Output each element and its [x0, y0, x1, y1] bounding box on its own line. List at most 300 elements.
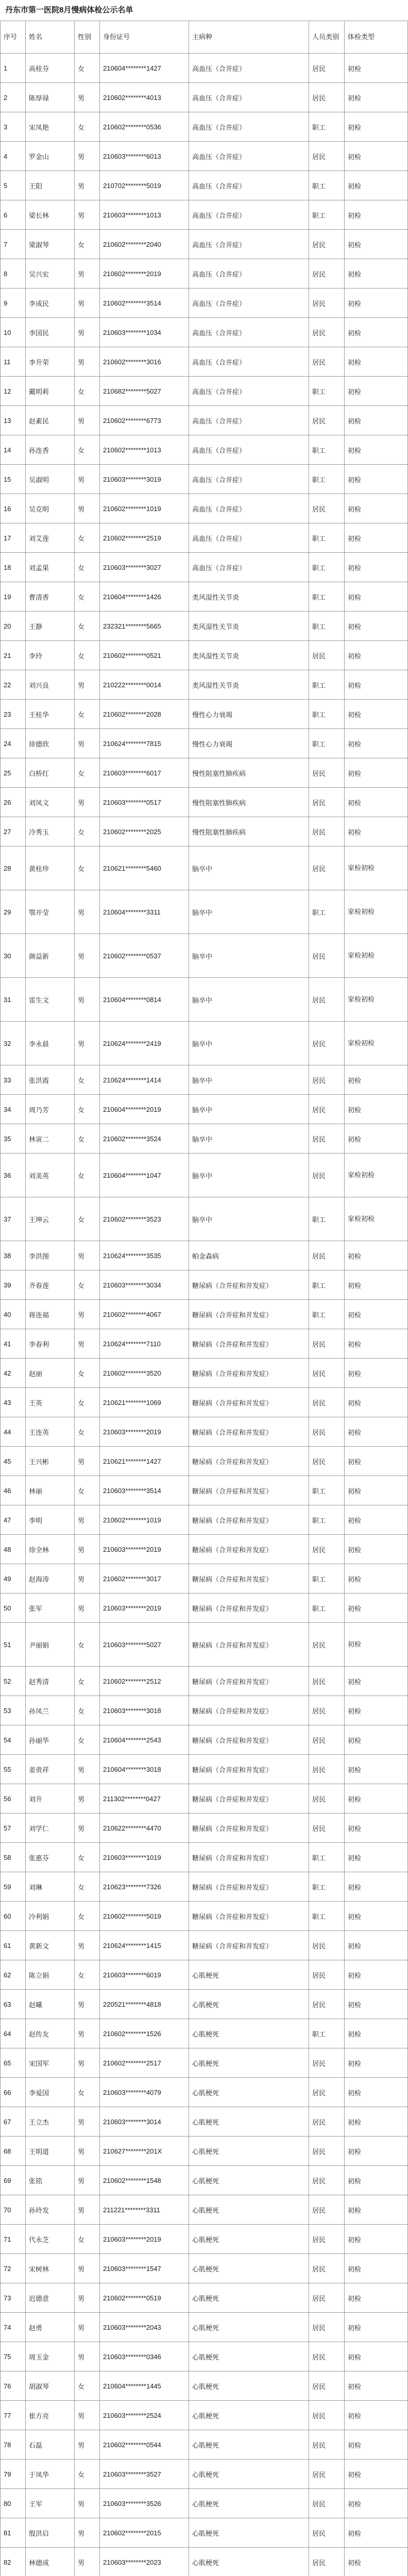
cell-category: 居民 [309, 2460, 345, 2489]
cell-name: 陈厚禄 [26, 83, 75, 112]
cell-no: 43 [1, 1388, 26, 1417]
cell-exam-type: 初检 [345, 171, 408, 200]
table-row [1, 2313, 408, 2342]
cell-id-number: 210602********2040 [100, 230, 189, 259]
cell-sex: 男 [75, 2107, 100, 2137]
cell-disease: 心肌梗死 [189, 2313, 309, 2342]
cell-category: 居民 [309, 2166, 345, 2195]
cell-category: 居民 [309, 406, 345, 435]
table-row [1, 1725, 408, 1755]
cell-no: 37 [1, 1197, 26, 1241]
cell-category: 居民 [309, 641, 345, 670]
table-row [1, 1784, 408, 1814]
table-row [1, 2518, 408, 2548]
cell-no: 52 [1, 1667, 26, 1696]
cell-disease: 高血压（合并症） [189, 347, 309, 377]
cell-category: 职工 [309, 582, 345, 612]
cell-category: 居民 [309, 2137, 345, 2166]
cell-disease: 脑卒中 [189, 1022, 309, 1065]
table-row [1, 2460, 408, 2489]
cell-name: 戴明莉 [26, 377, 75, 406]
cell-name: 李爱国 [26, 2078, 75, 2107]
cell-disease: 心肌梗死 [189, 2401, 309, 2430]
cell-exam-type: 初检 [345, 1476, 408, 1505]
cell-sex: 男 [75, 934, 100, 978]
cell-sex: 女 [75, 1124, 100, 1154]
cell-name: 孙连香 [26, 435, 75, 465]
cell-exam-type: 初检 [345, 1270, 408, 1300]
cell-no: 51 [1, 1623, 26, 1667]
cell-exam-type: 初检 [345, 2371, 408, 2401]
header-exam-type: 体检类型 [345, 21, 408, 54]
cell-exam-type: 初检 [345, 2137, 408, 2166]
cell-exam-type: 初检 [345, 1124, 408, 1154]
cell-category: 职工 [309, 553, 345, 582]
cell-id-number: 210624********1415 [100, 1931, 189, 1960]
cell-sex: 男 [75, 142, 100, 171]
cell-id-number: 210602********3520 [100, 1359, 189, 1388]
cell-name: 孙凤兰 [26, 1696, 75, 1725]
cell-sex: 男 [75, 200, 100, 230]
cell-id-number: 210602********4067 [100, 1300, 189, 1329]
cell-disease: 心肌梗死 [189, 2548, 309, 2576]
cell-no: 8 [1, 259, 26, 289]
cell-category: 居民 [309, 1124, 345, 1154]
cell-exam-type: 家检初检 [345, 890, 408, 934]
cell-name: 王明道 [26, 2137, 75, 2166]
cell-exam-type: 初检 [345, 259, 408, 289]
cell-sex: 女 [75, 1902, 100, 1931]
cell-no: 35 [1, 1124, 26, 1154]
cell-disease: 糖尿病（合并症和并发症） [189, 1814, 309, 1843]
cell-sex: 男 [75, 1241, 100, 1270]
cell-exam-type: 初检 [345, 1095, 408, 1124]
cell-sex: 男 [75, 1329, 100, 1359]
table-row [1, 406, 408, 435]
cell-exam-type: 初检 [345, 2489, 408, 2518]
cell-sex: 男 [75, 1990, 100, 2019]
cell-id-number: 210602********3523 [100, 1197, 189, 1241]
cell-exam-type: 初检 [345, 1784, 408, 1814]
table-row [1, 54, 408, 83]
cell-id-number: 210603********1547 [100, 2254, 189, 2283]
cell-sex: 男 [75, 1814, 100, 1843]
cell-exam-type: 初检 [345, 1564, 408, 1594]
cell-no: 79 [1, 2460, 26, 2489]
table-row [1, 670, 408, 700]
table-row [1, 758, 408, 788]
table-row [1, 2430, 408, 2460]
cell-disease: 高血压（合并症） [189, 142, 309, 171]
cell-id-number: 210603********6017 [100, 758, 189, 788]
cell-name: 尹丽娟 [26, 1623, 75, 1667]
cell-exam-type: 初检 [345, 700, 408, 729]
cell-id-number: 210602********1019 [100, 1505, 189, 1535]
cell-name: 孙玲发 [26, 2195, 75, 2225]
cell-no: 39 [1, 1270, 26, 1300]
cell-exam-type: 初检 [345, 2048, 408, 2078]
cell-disease: 脑卒中 [189, 846, 309, 890]
cell-id-number: 210624********7110 [100, 1329, 189, 1359]
cell-id-number: 210602********1013 [100, 435, 189, 465]
cell-sex: 女 [75, 230, 100, 259]
cell-disease: 高血压（合并症） [189, 553, 309, 582]
cell-name: 于凤华 [26, 2460, 75, 2489]
cell-disease: 脑卒中 [189, 978, 309, 1022]
cell-exam-type: 初检 [345, 2401, 408, 2430]
cell-no: 16 [1, 494, 26, 523]
table-row [1, 1124, 408, 1154]
cell-id-number: 210603********2023 [100, 2548, 189, 2576]
cell-disease: 糖尿病（合并症和并发症） [189, 1843, 309, 1872]
cell-name: 黄桂珍 [26, 846, 75, 890]
cell-disease: 脑卒中 [189, 890, 309, 934]
cell-no: 10 [1, 318, 26, 347]
cell-name: 陈立娟 [26, 1960, 75, 1990]
cell-no: 14 [1, 435, 26, 465]
header-no: 序号 [1, 21, 26, 54]
cell-sex: 女 [75, 582, 100, 612]
cell-name: 孙丽华 [26, 1725, 75, 1755]
cell-sex: 女 [75, 1270, 100, 1300]
cell-id-number: 210603********2524 [100, 2401, 189, 2430]
cell-sex: 女 [75, 612, 100, 641]
cell-id-number: 210603********0346 [100, 2342, 189, 2371]
cell-name: 颜益新 [26, 934, 75, 978]
cell-no: 76 [1, 2371, 26, 2401]
cell-exam-type: 初检 [345, 83, 408, 112]
cell-id-number: 210603********5027 [100, 1623, 189, 1667]
cell-name: 崔方亮 [26, 2401, 75, 2430]
cell-category: 职工 [309, 1872, 345, 1902]
cell-id-number: 210603********3014 [100, 2107, 189, 2137]
cell-category: 居民 [309, 2225, 345, 2254]
cell-no: 30 [1, 934, 26, 978]
cell-disease: 心肌梗死 [189, 2254, 309, 2283]
cell-disease: 脑卒中 [189, 1065, 309, 1095]
cell-exam-type: 初检 [345, 2460, 408, 2489]
cell-sex: 男 [75, 259, 100, 289]
cell-no: 1 [1, 54, 26, 83]
table-row [1, 1843, 408, 1872]
cell-sex: 女 [75, 1725, 100, 1755]
cell-id-number: 210602********4013 [100, 83, 189, 112]
cell-sex: 男 [75, 2430, 100, 2460]
cell-sex: 男 [75, 2283, 100, 2313]
cell-exam-type: 初检 [345, 2548, 408, 2576]
table-row [1, 1814, 408, 1843]
cell-exam-type: 初检 [345, 1359, 408, 1388]
cell-name: 姜贵祥 [26, 1755, 75, 1784]
cell-sex: 女 [75, 817, 100, 846]
cell-exam-type: 初检 [345, 612, 408, 641]
cell-sex: 男 [75, 465, 100, 494]
cell-name: 蒋连福 [26, 1300, 75, 1329]
cell-exam-type: 初检 [345, 1872, 408, 1902]
cell-sex: 女 [75, 641, 100, 670]
cell-category: 居民 [309, 259, 345, 289]
cell-sex: 男 [75, 2019, 100, 2048]
cell-exam-type: 初检 [345, 2430, 408, 2460]
cell-category: 职工 [309, 200, 345, 230]
cell-category: 居民 [309, 1990, 345, 2019]
table-row [1, 2283, 408, 2313]
cell-no: 29 [1, 890, 26, 934]
cell-id-number: 210621********1069 [100, 1388, 189, 1417]
cell-disease: 心肌梗死 [189, 2225, 309, 2254]
cell-id-number: 220521********4818 [100, 1990, 189, 2019]
cell-id-number: 210602********0519 [100, 2283, 189, 2313]
cell-no: 69 [1, 2166, 26, 2195]
cell-sex: 女 [75, 1872, 100, 1902]
cell-name: 赵秀清 [26, 1667, 75, 1696]
cell-sex: 男 [75, 1535, 100, 1564]
cell-disease: 慢性心力衰竭 [189, 700, 309, 729]
cell-disease: 高血压（合并症） [189, 230, 309, 259]
table-row [1, 1872, 408, 1902]
table-row [1, 1476, 408, 1505]
cell-exam-type: 初检 [345, 2518, 408, 2548]
table-body [1, 54, 408, 2576]
table-row [1, 1505, 408, 1535]
cell-no: 27 [1, 817, 26, 846]
cell-id-number: 210603********3018 [100, 1696, 189, 1725]
cell-name: 刘琳 [26, 1872, 75, 1902]
cell-id-number: 210603********1019 [100, 1843, 189, 1872]
cell-disease: 脑卒中 [189, 1154, 309, 1197]
cell-no: 17 [1, 523, 26, 553]
cell-id-number: 210602********1019 [100, 494, 189, 523]
cell-disease: 糖尿病（合并症和并发症） [189, 1417, 309, 1447]
cell-name: 石磊 [26, 2430, 75, 2460]
cell-no: 50 [1, 1594, 26, 1623]
cell-exam-type: 初检 [345, 1300, 408, 1329]
table-row [1, 259, 408, 289]
cell-no: 47 [1, 1505, 26, 1535]
table-row [1, 612, 408, 641]
cell-sex: 男 [75, 171, 100, 200]
cell-no: 21 [1, 641, 26, 670]
cell-sex: 女 [75, 1197, 100, 1241]
cell-category: 居民 [309, 1696, 345, 1725]
cell-id-number: 210602********1526 [100, 2019, 189, 2048]
cell-no: 63 [1, 1990, 26, 2019]
cell-id-number: 210604********1445 [100, 2371, 189, 2401]
cell-disease: 心肌梗死 [189, 2107, 309, 2137]
cell-disease: 心肌梗死 [189, 2137, 309, 2166]
table-row [1, 2371, 408, 2401]
cell-id-number: 210602********2019 [100, 259, 189, 289]
cell-exam-type: 家检初检 [345, 934, 408, 978]
cell-no: 33 [1, 1065, 26, 1095]
cell-sex: 女 [75, 1417, 100, 1447]
cell-name: 吴兴宏 [26, 259, 75, 289]
cell-id-number: 232321********5665 [100, 612, 189, 641]
cell-sex: 男 [75, 1784, 100, 1814]
cell-name: 刘美英 [26, 1154, 75, 1197]
cell-disease: 脑卒中 [189, 1095, 309, 1124]
cell-no: 24 [1, 729, 26, 758]
cell-name: 梁长林 [26, 200, 75, 230]
cell-sex: 男 [75, 494, 100, 523]
cell-name: 李国民 [26, 318, 75, 347]
cell-name: 李春利 [26, 1329, 75, 1359]
cell-exam-type: 初检 [345, 289, 408, 318]
cell-category: 居民 [309, 788, 345, 817]
cell-disease: 高血压（合并症） [189, 259, 309, 289]
cell-no: 41 [1, 1329, 26, 1359]
cell-exam-type: 家检初检 [345, 1154, 408, 1197]
cell-id-number: 210603********3514 [100, 1476, 189, 1505]
cell-sex: 男 [75, 890, 100, 934]
cell-disease: 心肌梗死 [189, 2048, 309, 2078]
cell-no: 80 [1, 2489, 26, 2518]
cell-disease: 心肌梗死 [189, 2019, 309, 2048]
cell-sex: 男 [75, 2254, 100, 2283]
cell-no: 53 [1, 1696, 26, 1725]
table-row [1, 700, 408, 729]
cell-name: 曹清香 [26, 582, 75, 612]
table-row [1, 1564, 408, 1594]
cell-no: 34 [1, 1095, 26, 1124]
cell-category: 居民 [309, 2195, 345, 2225]
table-row [1, 230, 408, 259]
cell-name: 王阳 [26, 171, 75, 200]
cell-id-number: 210702********5019 [100, 171, 189, 200]
cell-disease: 心肌梗死 [189, 1990, 309, 2019]
table-header-row [1, 21, 408, 54]
cell-id-number: 210603********3027 [100, 553, 189, 582]
cell-disease: 心肌梗死 [189, 2489, 309, 2518]
cell-category: 居民 [309, 289, 345, 318]
table-row [1, 788, 408, 817]
cell-disease: 糖尿病（合并症和并发症） [189, 1476, 309, 1505]
cell-no: 11 [1, 347, 26, 377]
cell-disease: 糖尿病（合并症和并发症） [189, 1755, 309, 1784]
cell-id-number: 210602********2517 [100, 2048, 189, 2078]
cell-no: 31 [1, 978, 26, 1022]
cell-category: 居民 [309, 1535, 345, 1564]
cell-disease: 类风湿性关节炎 [189, 670, 309, 700]
cell-name: 吴淑明 [26, 465, 75, 494]
cell-sex: 女 [75, 1843, 100, 1872]
cell-disease: 类风湿性关节炎 [189, 582, 309, 612]
cell-category: 居民 [309, 2548, 345, 2576]
table-row [1, 2225, 408, 2254]
cell-exam-type: 初检 [345, 2313, 408, 2342]
cell-id-number: 210604********3311 [100, 890, 189, 934]
cell-name: 王坤云 [26, 1197, 75, 1241]
cell-name: 高桂芬 [26, 54, 75, 83]
cell-disease: 心肌梗死 [189, 2166, 309, 2195]
cell-disease: 糖尿病（合并症和并发症） [189, 1696, 309, 1725]
cell-category: 居民 [309, 1329, 345, 1359]
cell-sex: 男 [75, 788, 100, 817]
cell-category: 职工 [309, 1902, 345, 1931]
cell-exam-type: 家检初检 [345, 978, 408, 1022]
cell-id-number: 210621********5460 [100, 846, 189, 890]
cell-disease: 糖尿病（合并症和并发症） [189, 1300, 309, 1329]
table-row [1, 1960, 408, 1990]
cell-sex: 男 [75, 2489, 100, 2518]
table-row [1, 2548, 408, 2576]
cell-id-number: 210604********1426 [100, 582, 189, 612]
cell-name: 王桂华 [26, 700, 75, 729]
cell-category: 居民 [309, 1241, 345, 1270]
table-row [1, 1388, 408, 1417]
table-row [1, 1065, 408, 1095]
cell-sex: 女 [75, 2078, 100, 2107]
cell-exam-type: 初检 [345, 788, 408, 817]
cell-sex: 男 [75, 1022, 100, 1065]
cell-no: 70 [1, 2195, 26, 2225]
cell-disease: 高血压（合并症） [189, 318, 309, 347]
table-row [1, 890, 408, 934]
table-row [1, 1095, 408, 1124]
cell-sex: 女 [75, 1696, 100, 1725]
table-row [1, 1447, 408, 1476]
cell-category: 职工 [309, 1843, 345, 1872]
cell-sex: 女 [75, 758, 100, 788]
cell-category: 居民 [309, 54, 345, 83]
cell-exam-type: 初检 [345, 1931, 408, 1960]
table-row [1, 112, 408, 142]
cell-name: 张铭 [26, 2166, 75, 2195]
cell-exam-type: 初检 [345, 553, 408, 582]
cell-id-number: 210602********2015 [100, 2518, 189, 2548]
cell-id-number: 210602********2519 [100, 523, 189, 553]
cell-no: 72 [1, 2254, 26, 2283]
cell-id-number: 210627********201X [100, 2137, 189, 2166]
cell-sex: 女 [75, 377, 100, 406]
cell-disease: 高血压（合并症） [189, 54, 309, 83]
cell-no: 18 [1, 553, 26, 582]
cell-sex: 男 [75, 1564, 100, 1594]
cell-sex: 女 [75, 1623, 100, 1667]
cell-name: 赵勇 [26, 2313, 75, 2342]
cell-category: 职工 [309, 465, 345, 494]
cell-no: 62 [1, 1960, 26, 1990]
cell-sex: 男 [75, 2195, 100, 2225]
cell-no: 73 [1, 2283, 26, 2313]
cell-id-number: 210603********3019 [100, 465, 189, 494]
cell-no: 59 [1, 1872, 26, 1902]
cell-sex: 男 [75, 670, 100, 700]
cell-no: 64 [1, 2019, 26, 2048]
cell-no: 45 [1, 1447, 26, 1476]
cell-no: 9 [1, 289, 26, 318]
cell-exam-type: 初检 [345, 729, 408, 758]
cell-id-number: 210602********0521 [100, 641, 189, 670]
cell-disease: 心肌梗死 [189, 2371, 309, 2401]
cell-sex: 男 [75, 2313, 100, 2342]
cell-name: 赵素民 [26, 406, 75, 435]
cell-disease: 高血压（合并症） [189, 289, 309, 318]
cell-id-number: 210603********2019 [100, 2225, 189, 2254]
cell-id-number: 210603********3527 [100, 2460, 189, 2489]
cell-name: 王立杰 [26, 2107, 75, 2137]
cell-name: 冷利娟 [26, 1902, 75, 1931]
table-row [1, 83, 408, 112]
cell-exam-type: 初检 [345, 2019, 408, 2048]
cell-name: 王英 [26, 1388, 75, 1417]
header-id: 身份证号 [100, 21, 189, 54]
cell-no: 55 [1, 1755, 26, 1784]
cell-id-number: 210603********2019 [100, 1594, 189, 1623]
cell-id-number: 210602********2512 [100, 1667, 189, 1696]
cell-name: 徐全林 [26, 1535, 75, 1564]
cell-category: 居民 [309, 1095, 345, 1124]
